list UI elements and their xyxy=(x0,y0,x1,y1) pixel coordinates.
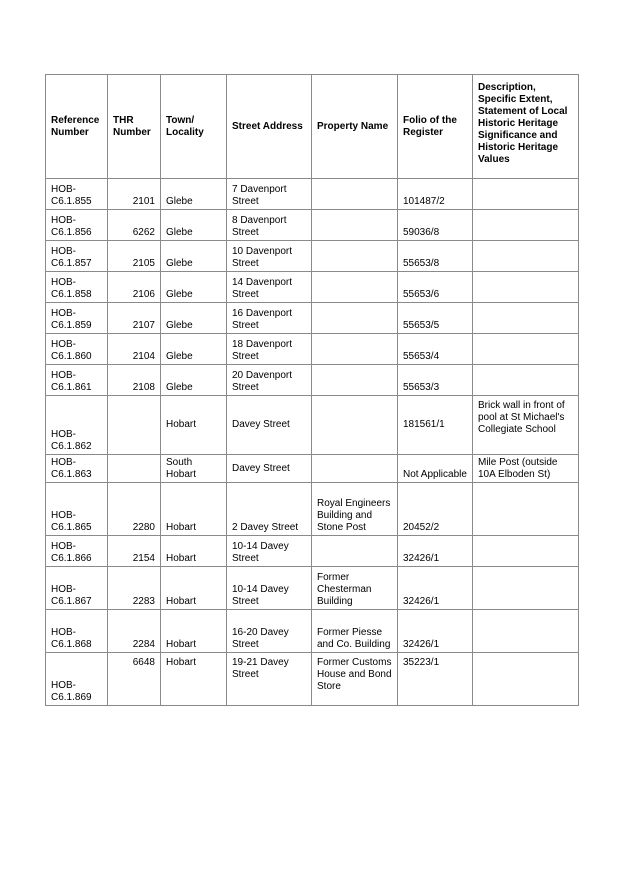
cell-description: Brick wall in front of pool at St Michael's Collegiate School xyxy=(473,396,579,455)
table-row xyxy=(46,210,579,241)
table-row xyxy=(46,396,579,455)
cell-description xyxy=(473,483,579,536)
cell-folio: 32426/1 xyxy=(398,567,473,610)
header-thr-number: THR Number xyxy=(108,75,161,179)
cell-street: 10-14 Davey Street xyxy=(227,536,312,567)
cell-street: 19-21 Davey Street xyxy=(227,653,312,706)
cell-thr: 2108 xyxy=(108,365,161,396)
table-row xyxy=(46,567,579,610)
cell-folio: 101487/2 xyxy=(398,179,473,210)
cell-folio: 55653/6 xyxy=(398,272,473,303)
cell-town: Glebe xyxy=(161,365,227,396)
cell-street: 10-14 Davey Street xyxy=(227,567,312,610)
heritage-register-table xyxy=(45,74,579,706)
cell-description xyxy=(473,210,579,241)
cell-reference: HOB-C6.1.861 xyxy=(46,365,108,396)
cell-reference: HOB-C6.1.867 xyxy=(46,567,108,610)
cell-folio: Not Applicable xyxy=(398,455,473,483)
cell-street: 20 Davenport Street xyxy=(227,365,312,396)
cell-folio: 55653/5 xyxy=(398,303,473,334)
cell-thr: 6648 xyxy=(108,653,161,706)
cell-reference: HOB-C6.1.858 xyxy=(46,272,108,303)
cell-reference: HOB-C6.1.862 xyxy=(46,396,108,455)
cell-description xyxy=(473,334,579,365)
cell-folio: 32426/1 xyxy=(398,610,473,653)
cell-description xyxy=(473,365,579,396)
cell-town: Glebe xyxy=(161,303,227,334)
cell-folio: 59036/8 xyxy=(398,210,473,241)
table-row xyxy=(46,653,579,706)
cell-street: 18 Davenport Street xyxy=(227,334,312,365)
table-row xyxy=(46,536,579,567)
cell-street: 10 Davenport Street xyxy=(227,241,312,272)
cell-folio: 55653/3 xyxy=(398,365,473,396)
cell-thr: 2283 xyxy=(108,567,161,610)
cell-description xyxy=(473,567,579,610)
table-row xyxy=(46,483,579,536)
cell-street: 7 Davenport Street xyxy=(227,179,312,210)
cell-description xyxy=(473,179,579,210)
cell-reference: HOB-C6.1.860 xyxy=(46,334,108,365)
cell-thr: 2280 xyxy=(108,483,161,536)
header-property-name: Property Name xyxy=(312,75,398,179)
cell-reference: HOB-C6.1.869 xyxy=(46,653,108,706)
table-row xyxy=(46,179,579,210)
header-street-address: Street Address xyxy=(227,75,312,179)
cell-description xyxy=(473,272,579,303)
cell-description: Mile Post (outside 10A Elboden St) xyxy=(473,455,579,483)
cell-thr: 2154 xyxy=(108,536,161,567)
table-row xyxy=(46,365,579,396)
cell-property: Royal Engineers Building and Stone Post xyxy=(312,483,398,536)
cell-folio: 55653/8 xyxy=(398,241,473,272)
cell-thr: 2105 xyxy=(108,241,161,272)
table-row xyxy=(46,272,579,303)
table-row xyxy=(46,334,579,365)
table-row xyxy=(46,241,579,272)
cell-thr: 2106 xyxy=(108,272,161,303)
cell-reference: HOB-C6.1.868 xyxy=(46,610,108,653)
cell-town: Glebe xyxy=(161,334,227,365)
header-description: Description, Specific Extent, Statement of Local Historic Heritage Significance and Historic Heritage Values xyxy=(473,75,579,179)
cell-reference: HOB-C6.1.863 xyxy=(46,455,108,483)
cell-town: Hobart xyxy=(161,653,227,706)
cell-town: Glebe xyxy=(161,179,227,210)
cell-property: Former Chesterman Building xyxy=(312,567,398,610)
cell-description xyxy=(473,241,579,272)
cell-reference: HOB-C6.1.865 xyxy=(46,483,108,536)
cell-town: Glebe xyxy=(161,272,227,303)
cell-property xyxy=(312,303,398,334)
cell-property: Former Piesse and Co. Building xyxy=(312,610,398,653)
header-reference-number: Reference Number xyxy=(46,75,108,179)
cell-street: 8 Davenport Street xyxy=(227,210,312,241)
cell-property xyxy=(312,365,398,396)
cell-town: Hobart xyxy=(161,536,227,567)
cell-property xyxy=(312,536,398,567)
cell-reference: HOB-C6.1.866 xyxy=(46,536,108,567)
header-town-locality: Town/ Locality xyxy=(161,75,227,179)
cell-town: Hobart xyxy=(161,610,227,653)
cell-reference: HOB-C6.1.855 xyxy=(46,179,108,210)
cell-description xyxy=(473,303,579,334)
cell-thr: 2284 xyxy=(108,610,161,653)
cell-street: 14 Davenport Street xyxy=(227,272,312,303)
cell-folio: 20452/2 xyxy=(398,483,473,536)
cell-thr xyxy=(108,396,161,455)
cell-town: South Hobart xyxy=(161,455,227,483)
cell-thr: 6262 xyxy=(108,210,161,241)
cell-reference: HOB-C6.1.856 xyxy=(46,210,108,241)
cell-town: Hobart xyxy=(161,567,227,610)
cell-property xyxy=(312,210,398,241)
cell-description xyxy=(473,653,579,706)
cell-street: Davey Street xyxy=(227,455,312,483)
cell-folio: 32426/1 xyxy=(398,536,473,567)
cell-property: Former Customs House and Bond Store xyxy=(312,653,398,706)
cell-description xyxy=(473,610,579,653)
cell-property xyxy=(312,455,398,483)
cell-thr xyxy=(108,455,161,483)
header-folio: Folio of the Register xyxy=(398,75,473,179)
cell-property xyxy=(312,179,398,210)
table-row xyxy=(46,303,579,334)
cell-street: 2 Davey Street xyxy=(227,483,312,536)
cell-street: Davey Street xyxy=(227,396,312,455)
cell-property xyxy=(312,241,398,272)
table-row xyxy=(46,610,579,653)
cell-town: Glebe xyxy=(161,241,227,272)
cell-street: 16-20 Davey Street xyxy=(227,610,312,653)
cell-street: 16 Davenport Street xyxy=(227,303,312,334)
cell-town: Hobart xyxy=(161,396,227,455)
cell-property xyxy=(312,334,398,365)
cell-description xyxy=(473,536,579,567)
cell-reference: HOB-C6.1.857 xyxy=(46,241,108,272)
cell-folio: 35223/1 xyxy=(398,653,473,706)
cell-thr: 2104 xyxy=(108,334,161,365)
cell-town: Glebe xyxy=(161,210,227,241)
cell-thr: 2101 xyxy=(108,179,161,210)
cell-folio: 55653/4 xyxy=(398,334,473,365)
cell-town: Hobart xyxy=(161,483,227,536)
table-row xyxy=(46,455,579,483)
cell-folio: 181561/1 xyxy=(398,396,473,455)
header-row xyxy=(46,75,579,179)
cell-thr: 2107 xyxy=(108,303,161,334)
cell-property xyxy=(312,396,398,455)
cell-reference: HOB-C6.1.859 xyxy=(46,303,108,334)
cell-property xyxy=(312,272,398,303)
